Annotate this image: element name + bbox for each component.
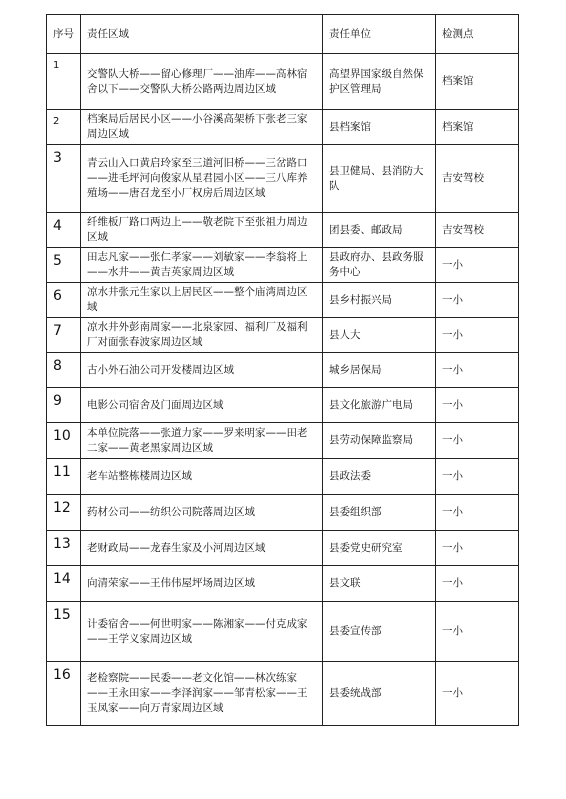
table-row	[47, 423, 519, 459]
row-unit-cell: 县劳动保障监察局	[323, 423, 436, 459]
table-row	[47, 459, 519, 495]
row-area-cell: 交警队大桥——留心修理厂——油库——高林宿舍以下——交警队大桥公路两边周边区域	[81, 54, 323, 110]
row-area-cell: 电影公司宿舍及门面周边区域	[81, 388, 323, 423]
row-unit-cell: 县政府办、县政务服务中心	[323, 248, 436, 283]
table-row	[47, 602, 519, 662]
row-area-cell: 档案局后居民小区——小谷溪高架桥下张老三家周边区域	[81, 110, 323, 145]
row-checkpoint-cell: 一小	[436, 388, 519, 423]
row-unit-cell: 县委宣传部	[323, 602, 436, 662]
row-unit-cell: 团县委、邮政局	[323, 213, 436, 248]
row-checkpoint-cell: 一小	[436, 531, 519, 566]
row-unit-cell: 县文化旅游广电局	[323, 388, 436, 423]
row-unit-cell: 县政法委	[323, 459, 436, 495]
header-cell-checkpoint: 检测点	[436, 15, 519, 54]
row-number-cell: 10	[47, 423, 81, 459]
table-row	[47, 662, 519, 726]
header-row	[47, 15, 519, 54]
row-area-cell: 青云山入口黄启玲家至三道河旧桥——三岔路口——进毛坪河向俊家从星君园小区——三八库养殖场——唐召龙至小厂权房后周边区域	[81, 145, 323, 213]
row-checkpoint-cell: 一小	[436, 283, 519, 318]
table-row	[47, 145, 519, 213]
row-area-cell: 本单位院落——张道力家——罗来明家——田老二家——黄老黑家周边区域	[81, 423, 323, 459]
row-checkpoint-cell: 一小	[436, 566, 519, 602]
row-number-cell: 6	[47, 283, 81, 318]
row-number-cell: 7	[47, 318, 81, 353]
row-checkpoint-cell: 一小	[436, 662, 519, 726]
row-number-cell: 2	[47, 110, 81, 145]
row-area-cell: 老财政局——龙春生家及小河周边区域	[81, 531, 323, 566]
row-area-cell: 计委宿舍——何世明家——陈湘家——付克成家——王学义家周边区域	[81, 602, 323, 662]
row-area-cell: 古小外石油公司开发楼周边区域	[81, 353, 323, 388]
row-checkpoint-cell: 一小	[436, 353, 519, 388]
row-area-cell: 老车站整栋楼周边区域	[81, 459, 323, 495]
row-checkpoint-cell: 一小	[436, 423, 519, 459]
row-number-cell: 15	[47, 602, 81, 662]
table-row	[47, 566, 519, 602]
row-number-cell: 14	[47, 566, 81, 602]
row-number-cell: 8	[47, 353, 81, 388]
row-area-cell: 田志凡家——张仁孝家——刘敏家——李翁将上——水井——黄吉英家周边区域	[81, 248, 323, 283]
row-unit-cell: 县卫健局、县消防大队	[323, 145, 436, 213]
header-cell-number: 序号	[47, 15, 81, 54]
row-unit-cell: 县档案馆	[323, 110, 436, 145]
row-checkpoint-cell: 一小	[436, 248, 519, 283]
table-row	[47, 248, 519, 283]
row-area-cell: 凉水井外彭南周家——北泉家园、福利厂及福利厂对面张春波家周边区域	[81, 318, 323, 353]
table-row	[47, 353, 519, 388]
row-checkpoint-cell: 档案馆	[436, 54, 519, 110]
row-unit-cell: 高望界国家级自然保护区管理局	[323, 54, 436, 110]
row-checkpoint-cell: 吉安驾校	[436, 213, 519, 248]
row-area-cell: 纤维板厂路口两边上——敬老院下至张祖力周边区域	[81, 213, 323, 248]
row-number-cell: 4	[47, 213, 81, 248]
table-row	[47, 110, 519, 145]
row-unit-cell: 城乡居保局	[323, 353, 436, 388]
row-number-cell: 3	[47, 145, 81, 213]
row-area-cell: 药材公司——纺织公司院落周边区域	[81, 495, 323, 531]
row-checkpoint-cell: 一小	[436, 602, 519, 662]
row-checkpoint-cell: 一小	[436, 459, 519, 495]
table-row	[47, 531, 519, 566]
row-checkpoint-cell: 档案馆	[436, 110, 519, 145]
row-number-cell: 1	[47, 54, 81, 110]
row-unit-cell: 县乡村振兴局	[323, 283, 436, 318]
row-area-cell: 老检察院——民委——老文化馆——林次练家——王永田家——李泽润家——邹青松家——王玉凤家——向万青家周边区域	[81, 662, 323, 726]
row-unit-cell: 县委组织部	[323, 495, 436, 531]
row-checkpoint-cell: 一小	[436, 318, 519, 353]
responsibility-table	[46, 14, 519, 726]
table-row	[47, 213, 519, 248]
row-unit-cell: 县委统战部	[323, 662, 436, 726]
row-unit-cell: 县人大	[323, 318, 436, 353]
header-cell-area: 责任区域	[81, 15, 323, 54]
row-number-cell: 9	[47, 388, 81, 423]
header-cell-unit: 责任单位	[323, 15, 436, 54]
table-body	[47, 54, 519, 726]
row-unit-cell: 县文联	[323, 566, 436, 602]
row-checkpoint-cell: 一小	[436, 495, 519, 531]
row-unit-cell: 县委党史研究室	[323, 531, 436, 566]
table-row	[47, 54, 519, 110]
row-number-cell: 13	[47, 531, 81, 566]
row-number-cell: 5	[47, 248, 81, 283]
table-row	[47, 283, 519, 318]
table-row	[47, 495, 519, 531]
table-row	[47, 318, 519, 353]
row-checkpoint-cell: 吉安驾校	[436, 145, 519, 213]
row-area-cell: 向清荣家——王伟伟屋坪场周边区域	[81, 566, 323, 602]
row-number-cell: 11	[47, 459, 81, 495]
row-number-cell: 12	[47, 495, 81, 531]
row-area-cell: 凉水井张元生家以上居民区——整个庙湾周边区域	[81, 283, 323, 318]
table-row	[47, 388, 519, 423]
row-number-cell: 16	[47, 662, 81, 726]
